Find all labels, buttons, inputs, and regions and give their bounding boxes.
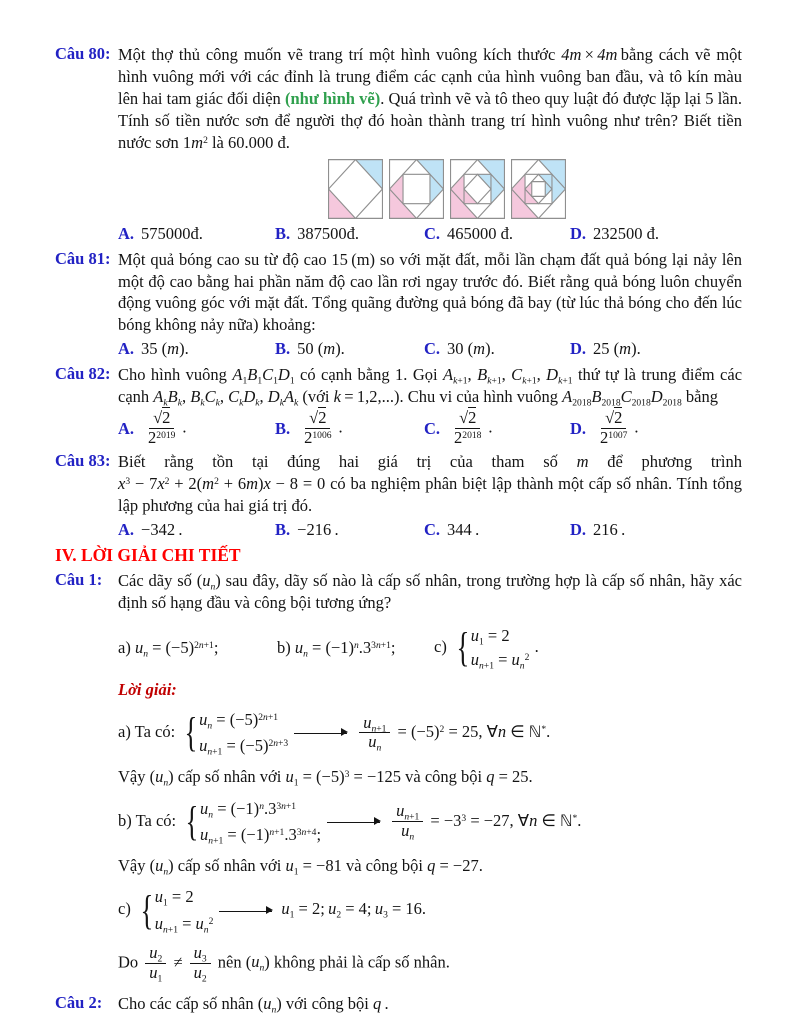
- solution-heading: Lời giải:: [118, 679, 177, 699]
- section-title: IV. LỜI GIẢI CHI TIẾT: [55, 544, 241, 565]
- question-80-text: Một thợ thủ công muốn vẽ trang trí một hình vuông kích thước 4m × 4m bằng cách vẽ một hình vuông mới với các đỉnh là trung điểm các cạnh của hình vuông ban đầu, và tô kín màu lên hai tam giác đối diện (như hình vẽ). Quá trình vẽ và tô theo quy luật đó được lặp lại 5 lần. Tính số tiền nước sơn để người thợ đó hoàn thành trang trí hình vuông như trên? Biết tiền nước sơn $1m^2$ là 60.000 đ.: [118, 45, 743, 152]
- solution-a-line-1: a) Ta có: { $u_n = (-5)^{2n+1}$ $u_{n+1} = (-5)^{2n+3}$ $\frac{u_{n+1}}{u_n}$ = $(-5)^2 = 25$, ∀n ∈ ℕ*.: [118, 709, 551, 758]
- option-b: B. 387500đ.: [275, 223, 360, 243]
- nested-squares-figure-2: [389, 159, 444, 219]
- question-80-figure: [328, 159, 742, 219]
- option-d: D. 25 (m).: [570, 339, 641, 359]
- option-a: A. 35 (m).: [118, 339, 189, 359]
- solution-question-1: [55, 570, 742, 990]
- solution-b-line-1: b) Ta có: { $u_n = (-1)^n.3^{3n+1}$ $u_{n+1} = (-1)^{n+1}.3^{3n+4}$; $\frac{u_{n+1}}{u_n}$ = $-3^3 = -27$, ∀n ∈ ℕ*.: [118, 798, 582, 847]
- option-c: C. 344 .: [424, 519, 480, 539]
- question-83-text: Biết rằng tồn tại đúng hai giá trị của tham số m để phương trình $x^3 - 7x^2 + 2(m^2 + 6m)x - 8 = 0$ có ba nghiệm phân biệt lập thành một cấp số nhân. Tính tổng lập phương của hai giá trị đó.: [118, 452, 743, 515]
- question-82: [55, 364, 742, 448]
- option-d: D. $\frac{√2}{2^{1007}}$ .: [570, 408, 639, 448]
- nested-squares-figure-4: [511, 159, 566, 219]
- solution-question-2-text: Cho các cấp số nhân $(u_n)$ với công bội q .: [118, 993, 389, 1016]
- question-82-text: Cho hình vuông $A_1B_1C_1D_1$ có cạnh bằng 1. Gọi $A_{k+1}$, $B_{k+1}$, $C_{k+1}$, $D_{k+1}$ thứ tự là trung điểm các cạnh $A_kB_k$, $B_kC_k$, $C_kD_k$, $D_kA_k$ (với k = 1,2,...). Chu vi của hình vuông $A_{2018}B_{2018}C_{2018}D_{2018}$ bằng: [118, 365, 743, 409]
- part-a: a) $u_n = (-5)^{2n+1}$;: [118, 637, 219, 660]
- question-82-label: Câu 82:: [55, 364, 111, 384]
- solution-b-line-2: Vậy $(u_n)$ cấp số nhân với $u_1 = -81$ và công bội q = −27.: [118, 856, 483, 878]
- option-d: D. 232500 đ.: [570, 223, 660, 243]
- nested-squares-figure-1: [328, 159, 383, 219]
- solution-a-line-2: Vậy $(u_n)$ cấp số nhân với $u_1 = (-5)^3 = -125$ và công bội q = 25.: [118, 767, 533, 789]
- option-c: C. 30 (m).: [424, 339, 495, 359]
- solution-c-line-2: Do $\frac{u_2}{u_1}$ ≠ $\frac{u_3}{u_2}$ nên $(u_n)$ không phải là cấp số nhân.: [118, 942, 450, 985]
- question-81-options: [118, 337, 742, 361]
- option-a: A. 575000đ.: [118, 223, 203, 243]
- part-c: c) { $u_1 = 2$ $u_{n+1} = u_n^2$ .: [434, 624, 539, 672]
- question-83: [55, 451, 742, 542]
- solution-c-line-1: c) { $u_1 = 2$ $u_{n+1} = u_n^2$ $u_1 = 2$; $u_2 = 4$; $u_3 = 16$.: [118, 887, 427, 935]
- option-c: C. 465000 đ.: [424, 223, 514, 243]
- option-b: B. 50 (m).: [275, 339, 345, 359]
- option-b: B. −216 .: [275, 519, 339, 539]
- question-81: [55, 249, 742, 362]
- question-83-options: [118, 518, 742, 542]
- question-80-options: [118, 222, 742, 246]
- question-81-label: Câu 81:: [55, 248, 111, 268]
- question-1-parts: [118, 624, 742, 672]
- question-82-options: [118, 409, 742, 448]
- option-d: D. 216 .: [570, 519, 626, 539]
- solution-question-1-text: Các dãy số $(u_n)$ sau đây, dãy số nào là cấp số nhân, trong trường hợp là cấp số nhân, hãy xác định số hạng đầu và công bội tương ứng?: [118, 570, 742, 612]
- solution-question-1-label: Câu 1:: [55, 569, 103, 589]
- question-81-text: Một quả bóng cao su từ độ cao 15 (m) so với mặt đất, mỗi lần chạm đất quả bóng lại nảy lên một độ cao bằng hai phần năm độ cao lần rơi ngay trước đó. Biết rằng quả bóng luôn chuyển động vuông góc với mặt đất. Tổng quãng đường quả bóng đã bay (từ lúc thả bóng cho đến lúc bóng không nảy nữa) khoảng:: [118, 249, 742, 335]
- nested-squares-figure-3: [450, 159, 505, 219]
- part-b: b) $u_n = (-1)^n.3^{3n+1}$;: [277, 637, 396, 660]
- option-c: C. $\frac{√2}{2^{2018}}$ .: [424, 408, 493, 448]
- question-80-label: Câu 80:: [55, 44, 111, 63]
- option-a: A. $\frac{√2}{2^{2019}}$ .: [118, 408, 187, 448]
- option-a: A. −342 .: [118, 519, 183, 539]
- solution-question-2: [55, 993, 742, 1015]
- solution-question-2-label: Câu 2:: [55, 992, 103, 1012]
- question-83-label: Câu 83:: [55, 451, 111, 471]
- question-80: [55, 44, 742, 246]
- option-b: B. $\frac{√2}{2^{1006}}$ .: [275, 408, 343, 448]
